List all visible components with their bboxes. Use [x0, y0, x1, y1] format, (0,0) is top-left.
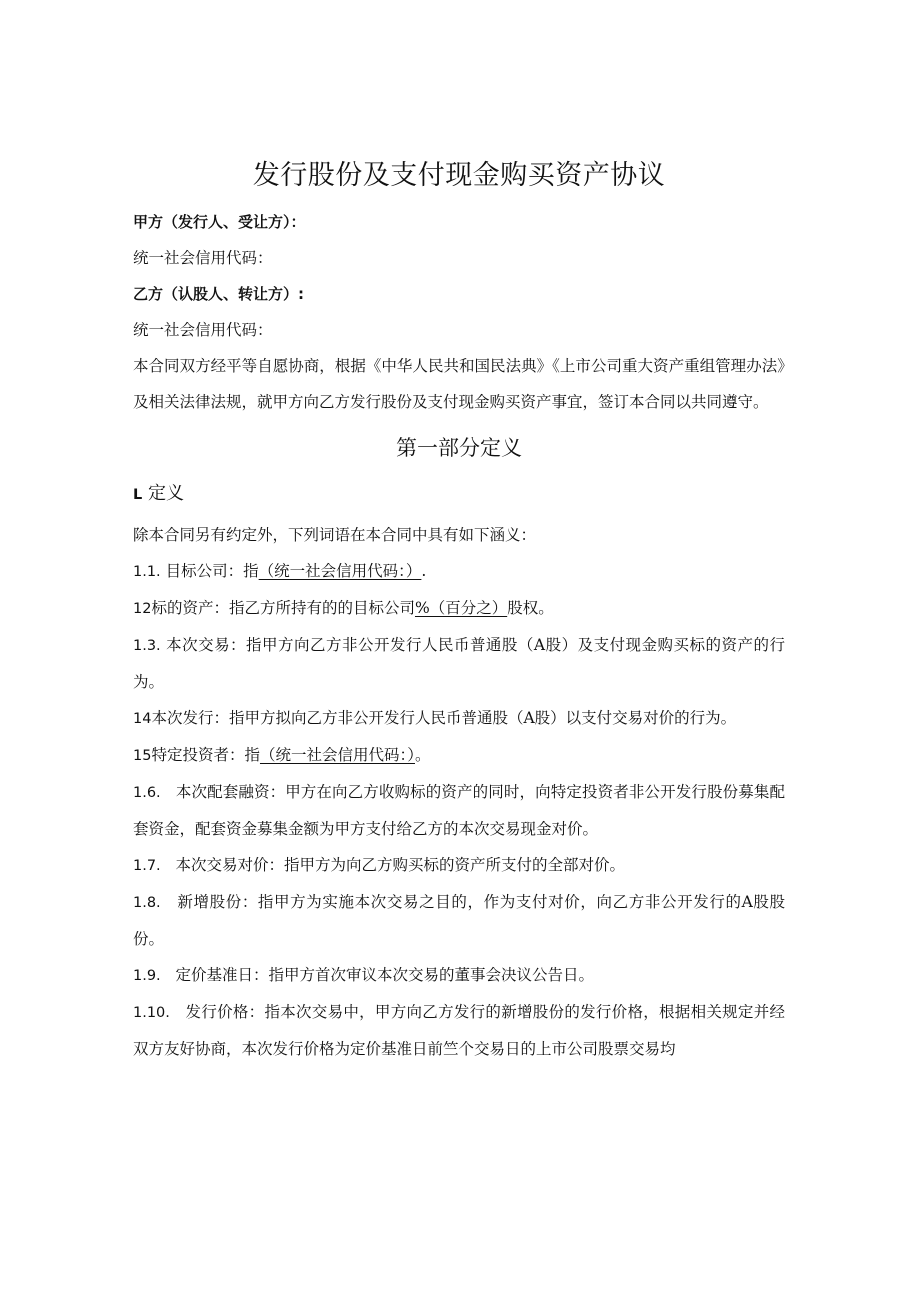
definition-item	[133, 590, 785, 627]
definition-item	[133, 737, 785, 774]
definition-blank: （统一社会信用代码：）	[258, 562, 422, 580]
definition-number: 1.6.	[133, 785, 161, 801]
section-number: L	[133, 487, 143, 503]
definition-text: 定价基准日：指甲方首次审议本次交易的董事会决议公告日。	[175, 966, 594, 984]
document-title: 发行股份及支付现金购买资产协议	[252, 160, 666, 191]
definition-number: 14	[133, 711, 152, 727]
definition-suffix: 股权。	[507, 599, 554, 617]
definition-text: 本次发行：指甲方拟向乙方非公开发行人民币普通股（A股）以支付交易对价的行为。	[151, 709, 737, 727]
definition-item	[133, 847, 785, 884]
definition-suffix: .	[421, 562, 427, 580]
party-b-credit-code: 统一社会信用代码：	[133, 321, 273, 339]
definition-text: 本次交易：指甲方向乙方非公开发行人民币普通股（A股）及支付现金购买标的资产的行为。	[133, 636, 785, 691]
definition-text: 发行价格：指本次交易中，甲方向乙方发行的新增股份的发行价格，根据相关规定并经双方友好协商，本次发行价格为定价基准日前竺个交易日的上市公司股票交易均	[133, 1003, 785, 1058]
definition-text: 特定投资者：指	[151, 746, 260, 764]
definition-text: 本次配套融资：甲方在向乙方收购标的资产的同时，向特定投资者非公开发行股份募集配套资金，配套资金募集金额为甲方支付给乙方的本次交易现金对价。	[133, 783, 785, 838]
definition-number: 1.9.	[133, 968, 161, 984]
party-a-label: 甲方（发行人、受让方）：	[133, 213, 306, 231]
preamble-paragraph: 本合同双方经平等自愿协商，根据《中华人民共和国民法典》《上市公司重大资产重组管理办法》及相关法律法规，就甲方向乙方发行股份及支付现金购买资产事宜，签订本合同以共同遵守。	[133, 357, 785, 411]
section-heading	[133, 472, 785, 517]
definition-text: 新增股份：指甲方为实施本次交易之目的，作为支付对价，向乙方非公开发行的A股股份。	[133, 893, 786, 948]
definition-text: 目标公司：指	[165, 562, 259, 580]
definition-blank: （统一社会信用代码：）	[259, 746, 415, 764]
definition-number: 1.10.	[133, 1005, 170, 1021]
definition-number: 1.3.	[133, 638, 161, 654]
definition-item	[133, 957, 785, 994]
definition-number: 12	[133, 601, 152, 617]
definition-number: 15	[133, 748, 152, 764]
definition-number: 1.7.	[133, 858, 161, 874]
definition-item	[133, 774, 785, 847]
section-heading-text: 定义	[147, 483, 184, 504]
definition-item	[133, 553, 785, 590]
definition-number: 1.8.	[133, 895, 161, 911]
definition-blank: %（百分之）	[414, 599, 508, 617]
definition-text: 标的资产：指乙方所持有的的目标公司	[151, 599, 415, 617]
document-page	[133, 150, 785, 1067]
party-a-credit-code: 统一社会信用代码：	[133, 249, 273, 267]
definition-suffix: 。	[414, 746, 431, 764]
definition-number: 1.1.	[133, 564, 161, 580]
part-one-title: 第一部分定义	[396, 436, 522, 460]
definition-item	[133, 700, 785, 737]
definition-item	[133, 994, 785, 1067]
party-b-label: 乙方（认股人、转让方）:	[133, 285, 304, 303]
definition-item	[133, 884, 785, 957]
definition-item	[133, 627, 785, 700]
definitions-intro: 除本合同另有约定外，下列词语在本合同中具有如下涵义：	[133, 526, 537, 544]
definition-text: 本次交易对价：指甲方为向乙方购买标的资产所支付的全部对价。	[175, 856, 625, 874]
